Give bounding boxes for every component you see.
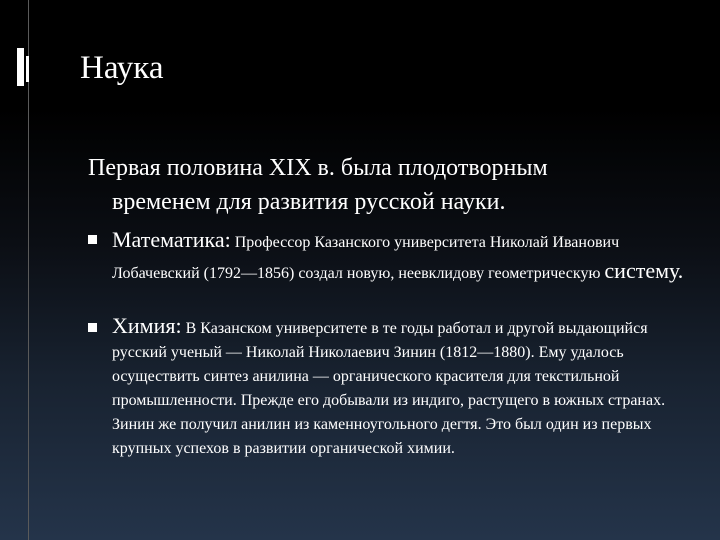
bullet-mathematics	[88, 226, 703, 288]
bullet-heading: Химия:	[112, 313, 182, 338]
lead-line-1: Первая половина XIX в. была плодотворным	[88, 155, 548, 181]
bullet-chemistry	[88, 314, 703, 461]
bullet-text: Профессор Казанского университета Николай Иванович Лобачевский (1792—1856) создал новую, неевклидову геометрическую	[112, 234, 620, 282]
bullet-tail: систему.	[604, 258, 684, 283]
bullet-body	[112, 226, 703, 288]
square-bullet-icon	[88, 323, 97, 332]
bullet-text: В Казанском университете в те годы работал и другой выдающийся русский ученый — Николай Николаевич Зинин (1812—1880). Ему удалось осуществить синтез анилина — органического красителя для текстильной промышленности. Прежде его добывали из индиго, растущего в южных странах. Зинин же получил анилин из каменноугольного дегтя. Это был один из первых крупных успехов в развитии органической химии.	[112, 320, 666, 457]
lead-line-2: временем для развития русской науки.	[112, 189, 506, 215]
bullet-heading: Математика:	[112, 227, 231, 252]
lead-paragraph	[88, 151, 708, 219]
accent-bar-small	[26, 56, 29, 82]
slide-title: Наука	[80, 50, 164, 86]
bullet-body	[112, 314, 703, 461]
square-bullet-icon	[88, 235, 97, 244]
accent-bar-large	[17, 48, 24, 86]
